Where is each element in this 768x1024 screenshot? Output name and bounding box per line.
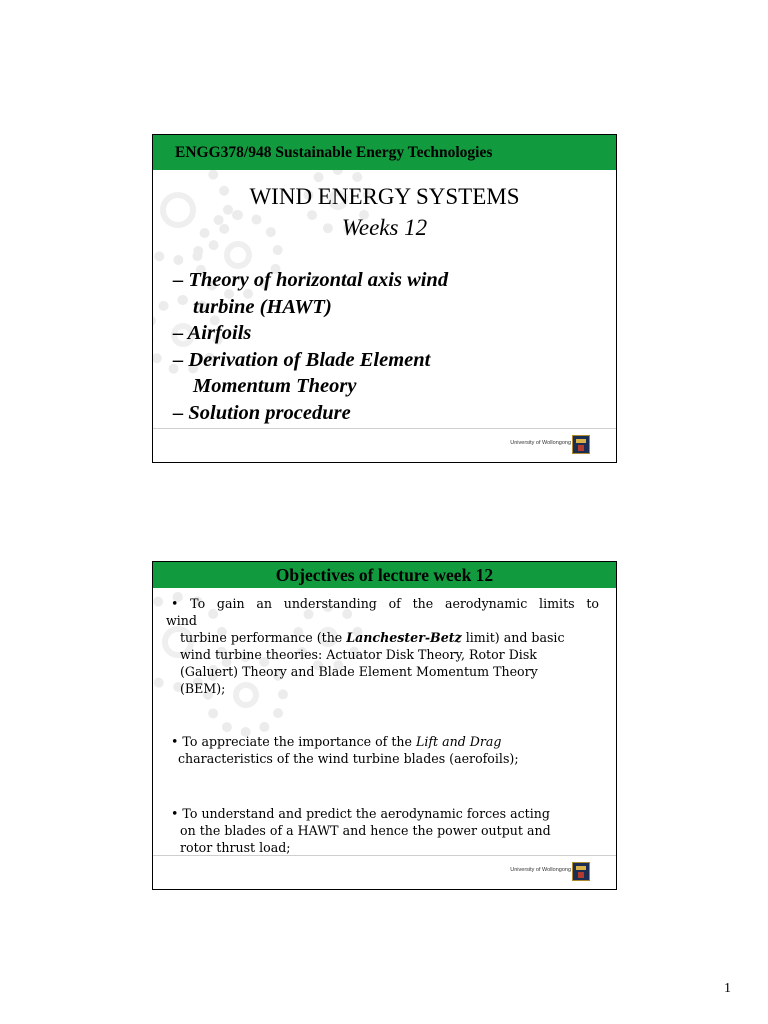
bullet-item: Momentum Theory xyxy=(193,375,357,397)
objective-3 xyxy=(171,805,599,856)
bullet-item: – Theory of horizontal axis wind xyxy=(173,269,449,291)
university-name: University of Wollongong xyxy=(510,440,571,446)
slide-1 xyxy=(152,134,617,463)
objective-1-line: wind xyxy=(166,613,197,628)
objective-2 xyxy=(171,733,599,767)
slide-1-footer xyxy=(153,428,616,462)
objective-1-line: • To gain an understanding of the aerodynamic limits to xyxy=(171,596,599,611)
objective-2-line: • To appreciate the importance of the Lift and Drag xyxy=(171,734,502,749)
objective-1-line: (BEM); xyxy=(180,681,226,696)
slide-2-header: Objectives of lecture week 12 xyxy=(153,562,616,588)
slide-1-header: ENGG378/948 Sustainable Energy Technologies xyxy=(153,135,616,170)
page-number: 1 xyxy=(724,981,731,996)
bullet-item: – Airfoils xyxy=(173,322,252,344)
objective-1-line: turbine performance (the Lanchester-Betz limit) and basic xyxy=(180,630,565,645)
university-name: University of Wollongong xyxy=(510,867,571,873)
slide-1-title: WIND ENERGY SYSTEMS xyxy=(249,184,520,209)
objective-1-line: wind turbine theories: Actuator Disk Theory, Rotor Disk xyxy=(180,647,537,662)
lift-and-drag-term: Lift and Drag xyxy=(415,734,502,749)
objective-3-line: rotor thrust load; xyxy=(180,840,291,855)
slide-2-footer xyxy=(153,855,616,889)
objective-1 xyxy=(166,595,599,697)
bullet-item: – Solution procedure xyxy=(173,401,351,424)
slide-2 xyxy=(152,561,617,890)
university-crest-icon xyxy=(572,862,590,881)
objective-3-line: on the blades of a HAWT and hence the power output and xyxy=(180,823,551,838)
objective-2-line: characteristics of the wind turbine blades (aerofoils); xyxy=(178,751,519,766)
objective-1-line: (Galuert) Theory and Blade Element Momentum Theory xyxy=(180,664,538,679)
slide-1-subtitle: Weeks 12 xyxy=(341,215,428,240)
university-crest-icon xyxy=(572,435,590,454)
bullet-item: – Derivation of Blade Element xyxy=(173,348,431,371)
objective-3-line: • To understand and predict the aerodynamic forces acting xyxy=(171,806,550,821)
slide-1-bullet-list xyxy=(173,267,448,426)
bullet-item: turbine (HAWT) xyxy=(193,295,332,318)
lanchester-betz-term: Lanchester-Betz xyxy=(346,630,462,645)
